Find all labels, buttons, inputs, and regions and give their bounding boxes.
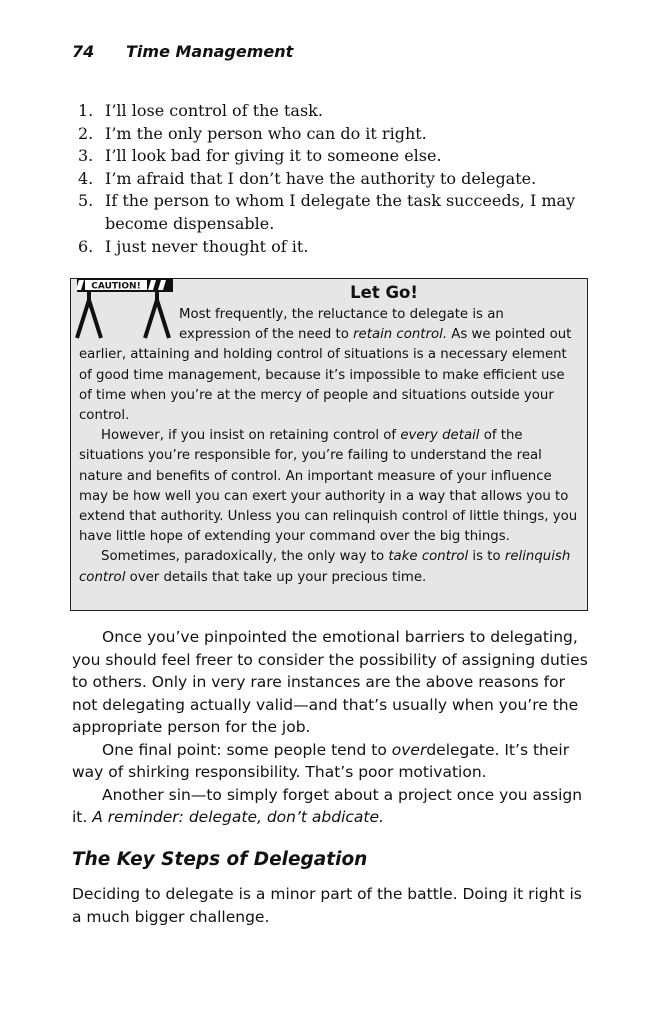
sidebar-paragraph: Sometimes, paradoxically, the only way to take control is to relinquish control over details that take up your precious time. (79, 549, 571, 585)
sidebar-paragraph: However, if you insist on retaining control of every detail of the situations you’re responsible for, you’re failing to understand the real nature and benefits of control. An important measure of your influence may be how well you can exert your authority in a way that allows you to extend that authority. Unless you can relinquish control of little things, you have little hope of extending your command over the big things. (79, 428, 578, 545)
caution-icon-label: CAUTION! (91, 281, 141, 292)
sidebar-title: Let Go! (350, 283, 418, 302)
main-text (72, 626, 592, 928)
reasons-list (78, 100, 598, 258)
page-number: 74 (72, 42, 95, 61)
body-paragraph: Deciding to delegate is a minor part of the battle. Doing it right is a much bigger challenge. (72, 885, 582, 926)
list-item: 3. I’ll look bad for giving it to someone else. (78, 146, 442, 166)
running-header (72, 42, 293, 61)
sidebar-paragraph: Most frequently, the reluctance to delegate is an expression of the need to retain control. As we pointed out earlier, attaining and holding control of situations is a necessary element of good time management, because it’s impossible to make efficient use of time when you’re at the mercy of people and situations outside your control. (79, 307, 572, 424)
running-title: Time Management (126, 42, 294, 61)
list-item: 6. I just never thought of it. (78, 236, 309, 256)
body-paragraph: One final point: some people tend to overdelegate. It’s their way of shirking responsibility. That’s poor motivation. (72, 740, 570, 781)
list-item: 5. If the person to whom I delegate the task succeeds, I may become dispensable. (78, 191, 576, 233)
list-item: 4. I’m afraid that I don’t have the authority to delegate. (78, 168, 537, 188)
caution-sidebar (70, 278, 588, 611)
body-paragraph: Another sin—to simply forget about a project once you assign it. A reminder: delegate, don’t abdicate. (72, 785, 583, 826)
sidebar-body (79, 305, 579, 588)
body-paragraph: Once you’ve pinpointed the emotional barriers to delegating, you should feel freer to consider the possibility of assigning duties to others. Only in very rare instances are the above reasons for not delegating actually valid—and that’s usually when you’re the appropriate person for the job. (72, 628, 588, 736)
section-heading: The Key Steps of Delegation (72, 848, 368, 870)
list-item: 2. I’m the only person who can do it right. (78, 123, 427, 143)
list-item: 1. I’ll lose control of the task. (78, 101, 323, 120)
